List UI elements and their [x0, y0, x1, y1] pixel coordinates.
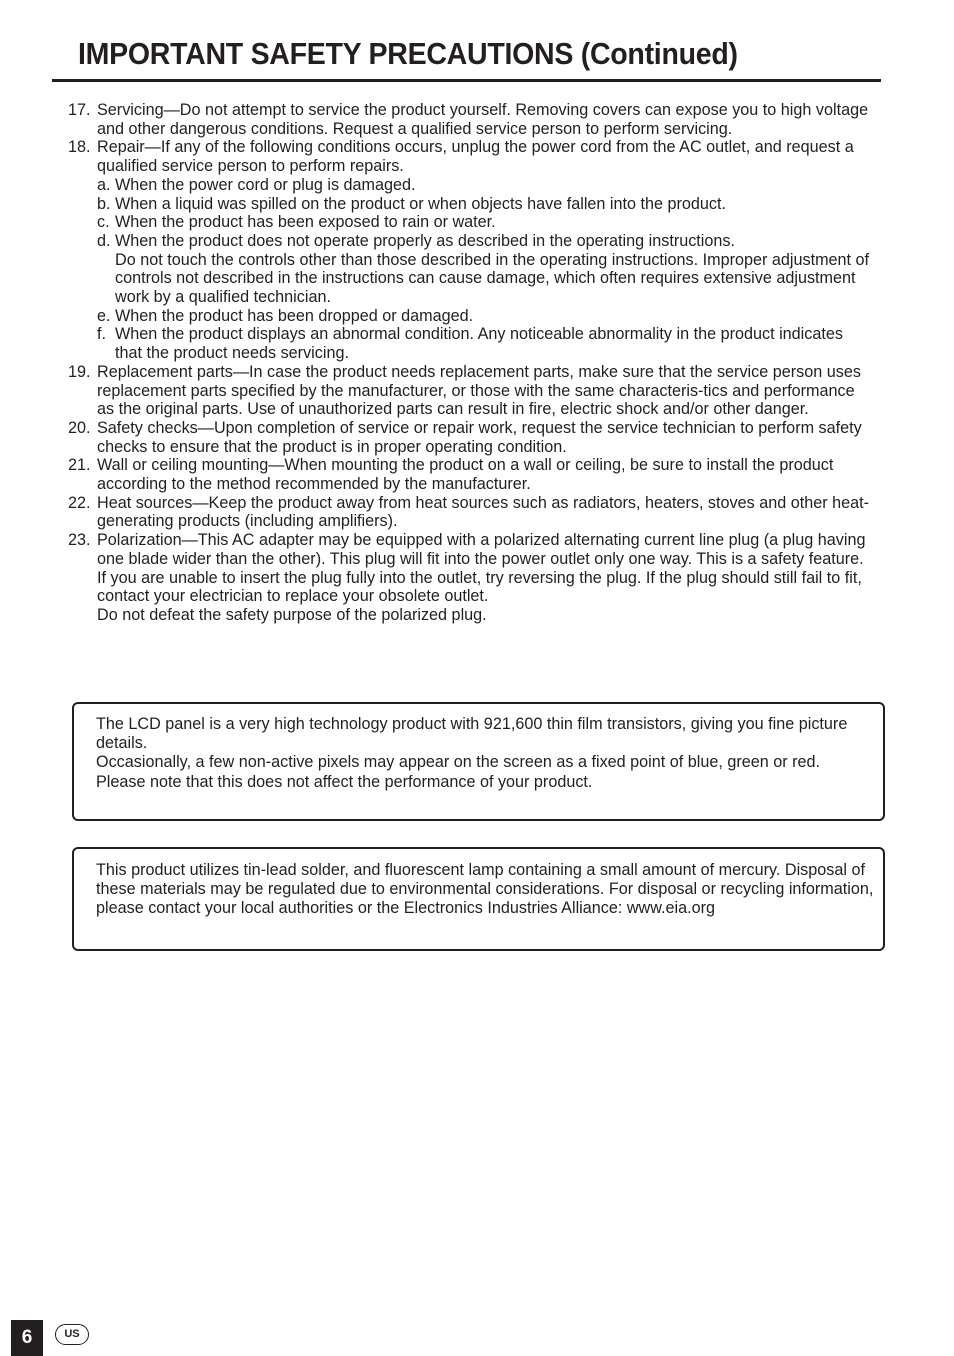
notice-line: Please note that this does not affect the performance of your product.: [96, 772, 593, 791]
sub-item-letter: e.: [97, 306, 111, 325]
sub-item-letter: b.: [97, 194, 111, 213]
sub-item: [97, 325, 873, 362]
region-badge: US: [55, 1324, 89, 1345]
item-text: Safety checks—Upon completion of service or repair work, request the service technician to perform safety checks to ensure that the product is in proper operating condition.: [97, 418, 862, 456]
list-item: [68, 138, 873, 362]
item-number: 19.: [68, 362, 91, 381]
lcd-panel-notice: [72, 702, 885, 821]
safety-precautions-list: [68, 101, 873, 625]
sub-item-text: When the product has been dropped or damaged.: [115, 306, 474, 325]
list-item: [68, 494, 873, 531]
list-item: [68, 363, 873, 419]
item-number: 18.: [68, 138, 91, 157]
disposal-notice: [72, 847, 885, 951]
sub-item-text: When the product does not operate properly as described in the operating instructions.: [115, 231, 735, 250]
item-number: 22.: [68, 493, 91, 512]
item-text: Polarization—This AC adapter may be equipped with a polarized alternating current line plug (a plug having one blade wider than the other). This plug will fit into the power outlet only one way. This is a safety feature. If you are unable to insert the plug fully into the outlet, try reversing the plug. If the plug should still fail to fit, contact your electrician to replace your obsolete outlet.: [97, 531, 866, 606]
notice-line: Occasionally, a few non-active pixels may appear on the screen as a fixed point of blue, green or red.: [96, 753, 821, 772]
page-title: IMPORTANT SAFETY PRECAUTIONS (Continued): [78, 36, 738, 71]
item-number: 23.: [68, 531, 91, 550]
title-divider: [52, 79, 881, 82]
item-text: Wall or ceiling mounting—When mounting the product on a wall or ceiling, be sure to install the product according to the method recommended by the manufacturer.: [97, 456, 834, 494]
item-text: Heat sources—Keep the product away from heat sources such as radiators, heaters, stoves and other heat-generating products (including amplifiers).: [97, 493, 870, 531]
list-item: [68, 456, 873, 493]
list-item: [68, 531, 873, 625]
sub-item-letter: a.: [97, 175, 111, 194]
item-text: Replacement parts—In case the product needs replacement parts, make sure that the service person uses replacement parts specified by the manufacturer, or those with the same characteris-tics and performance as the original parts. Use of unauthorized parts can result in fire, electric shock and/or other danger.: [97, 362, 861, 419]
sub-item: [97, 307, 873, 326]
item-number: 21.: [68, 456, 91, 475]
sub-item-text: When the power cord or plug is damaged.: [115, 175, 416, 194]
sub-item: [97, 213, 873, 232]
notice-line: This product utilizes tin-lead solder, and fluorescent lamp containing a small amount of mercury. Disposal of these materials may be regulated due to environmental considerations. For disposal or recycling information, please contact your local authorities or the Electronics Industries Alliance: www.eia.org: [96, 861, 874, 918]
sub-item-text: When the product displays an abnormal condition. Any noticeable abnormality in the product indicates that the product needs servicing.: [115, 325, 843, 363]
item-text: Repair—If any of the following conditions occurs, unplug the power cord from the AC outlet, and request a qualified service person to perform repairs.: [97, 138, 854, 176]
sub-item: [97, 176, 873, 195]
item-extra-text: Do not defeat the safety purpose of the polarized plug.: [97, 605, 487, 624]
item-number: 17.: [68, 101, 91, 119]
page-number: 6: [11, 1320, 43, 1356]
sub-item-text: When the product has been exposed to rain or water.: [115, 213, 496, 232]
sub-item-extra-text: Do not touch the controls other than those described in the operating instructions. Improper adjustment of controls not described in the instructions can cause damage, which often requires extensive adjustment work by a qualified technician.: [115, 250, 870, 307]
sub-item-letter: c.: [97, 213, 110, 232]
notice-line: The LCD panel is a very high technology product with 921,600 thin film transistors, giving you fine picture details.: [96, 715, 848, 753]
item-text: Servicing—Do not attempt to service the product yourself. Removing covers can expose you to high voltage and other dangerous conditions. Request a qualified service person to perform servicing.: [97, 101, 869, 138]
sub-item: [97, 232, 873, 307]
sub-item-letter: f.: [97, 325, 106, 344]
sub-item-letter: d.: [97, 231, 111, 250]
item-number: 20.: [68, 418, 91, 437]
sub-item: [97, 195, 873, 214]
sub-item-text: When a liquid was spilled on the product or when objects have fallen into the product.: [115, 194, 726, 213]
list-item: [68, 101, 873, 138]
list-item: [68, 419, 873, 456]
